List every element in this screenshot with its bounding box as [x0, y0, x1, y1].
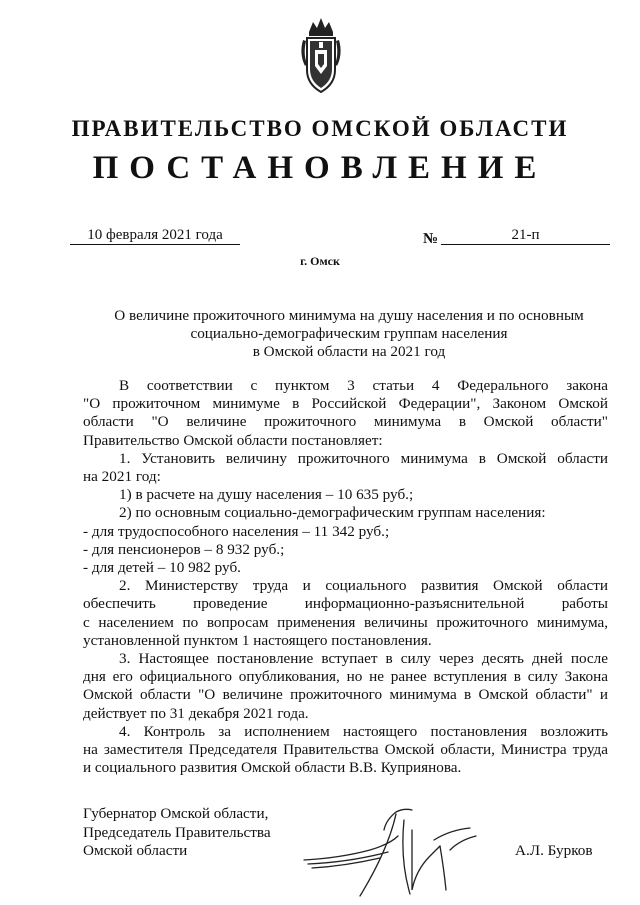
item-4-line: 4. Контроль за исполнением настоящего постановления возложить [119, 722, 608, 740]
number-label: № [423, 231, 439, 247]
handwritten-signature-icon [300, 800, 485, 900]
document-date: 10 февраля 2021 года [70, 227, 240, 245]
document-type: ПОСТАНОВЛЕНИЕ [92, 150, 548, 186]
item-1-2b: - для пенсионеров – 8 932 руб.; [83, 540, 285, 558]
item-2-line: с населением по вопросам применения величины прожиточного минимума, [83, 613, 608, 631]
item-1-line: 1. Установить величину прожиточного минимума в Омской области [119, 449, 608, 467]
item-3-line: дня его официального опубликования, но не ранее вступления в силу Закона [83, 668, 608, 686]
item-4-line: на заместителя Председателя Правительства Омской области, Министра труда [83, 741, 608, 759]
item-3-line: 3. Настоящее постановление вступает в силу через десять дней после [119, 650, 608, 668]
item-3-line: Омской области "О величине прожиточного минимума в Омской области" и [83, 686, 608, 704]
item-1-2c: - для детей – 10 982 руб. [83, 559, 241, 577]
coat-of-arms-icon [299, 14, 343, 96]
preamble-line: области "О величине прожиточного минимума в Омской области" [83, 413, 608, 431]
item-2-line: обеспечить проведение информационно-разъяснительной работы [83, 595, 608, 613]
preamble-line: Правительство Омской области постановляет: [83, 431, 383, 449]
item-2-line: 2. Министерству труда и социального развития Омской области [119, 577, 608, 595]
signer-position-line: Омской области [83, 842, 188, 859]
item-1-line: на 2021 год: [83, 468, 161, 486]
preamble-line: В соответствии с пунктом 3 статьи 4 Федерального закона [119, 377, 608, 394]
preamble-line: "О прожиточном минимуме в Российской Федерации", Законом Омской [83, 395, 608, 413]
item-3-line: действует по 31 декабря 2021 года. [83, 704, 309, 722]
item-1-2: 2) по основным социально-демографическим группам населения: [119, 504, 546, 522]
document-title [90, 307, 608, 361]
title-line: О величине прожиточного минимума на душу населения и по основным [114, 307, 584, 324]
item-1-1: 1) в расчете на душу населения – 10 635 руб.; [119, 486, 414, 504]
title-line: в Омской области на 2021 год [252, 343, 446, 360]
signer-position-line: Председатель Правительства [83, 823, 271, 841]
city: г. Омск [300, 254, 340, 268]
signer-position-line: Губернатор Омской области, [83, 805, 269, 822]
document-number: 21-п [441, 227, 610, 245]
organization-title: ПРАВИТЕЛЬСТВО ОМСКОЙ ОБЛАСТИ [71, 116, 569, 141]
title-line: социально-демографическим группам населения [190, 325, 508, 342]
item-2-line: установленной пунктом 1 настоящего постановления. [83, 631, 432, 649]
signer-name: А.Л. Бурков [515, 842, 593, 859]
signer-position [83, 805, 271, 861]
item-1-2a: - для трудоспособного населения – 11 342 руб.; [83, 522, 390, 540]
document-body [83, 377, 608, 777]
item-4-line: и социального развития Омской области В.В. Куприянова. [83, 759, 462, 777]
